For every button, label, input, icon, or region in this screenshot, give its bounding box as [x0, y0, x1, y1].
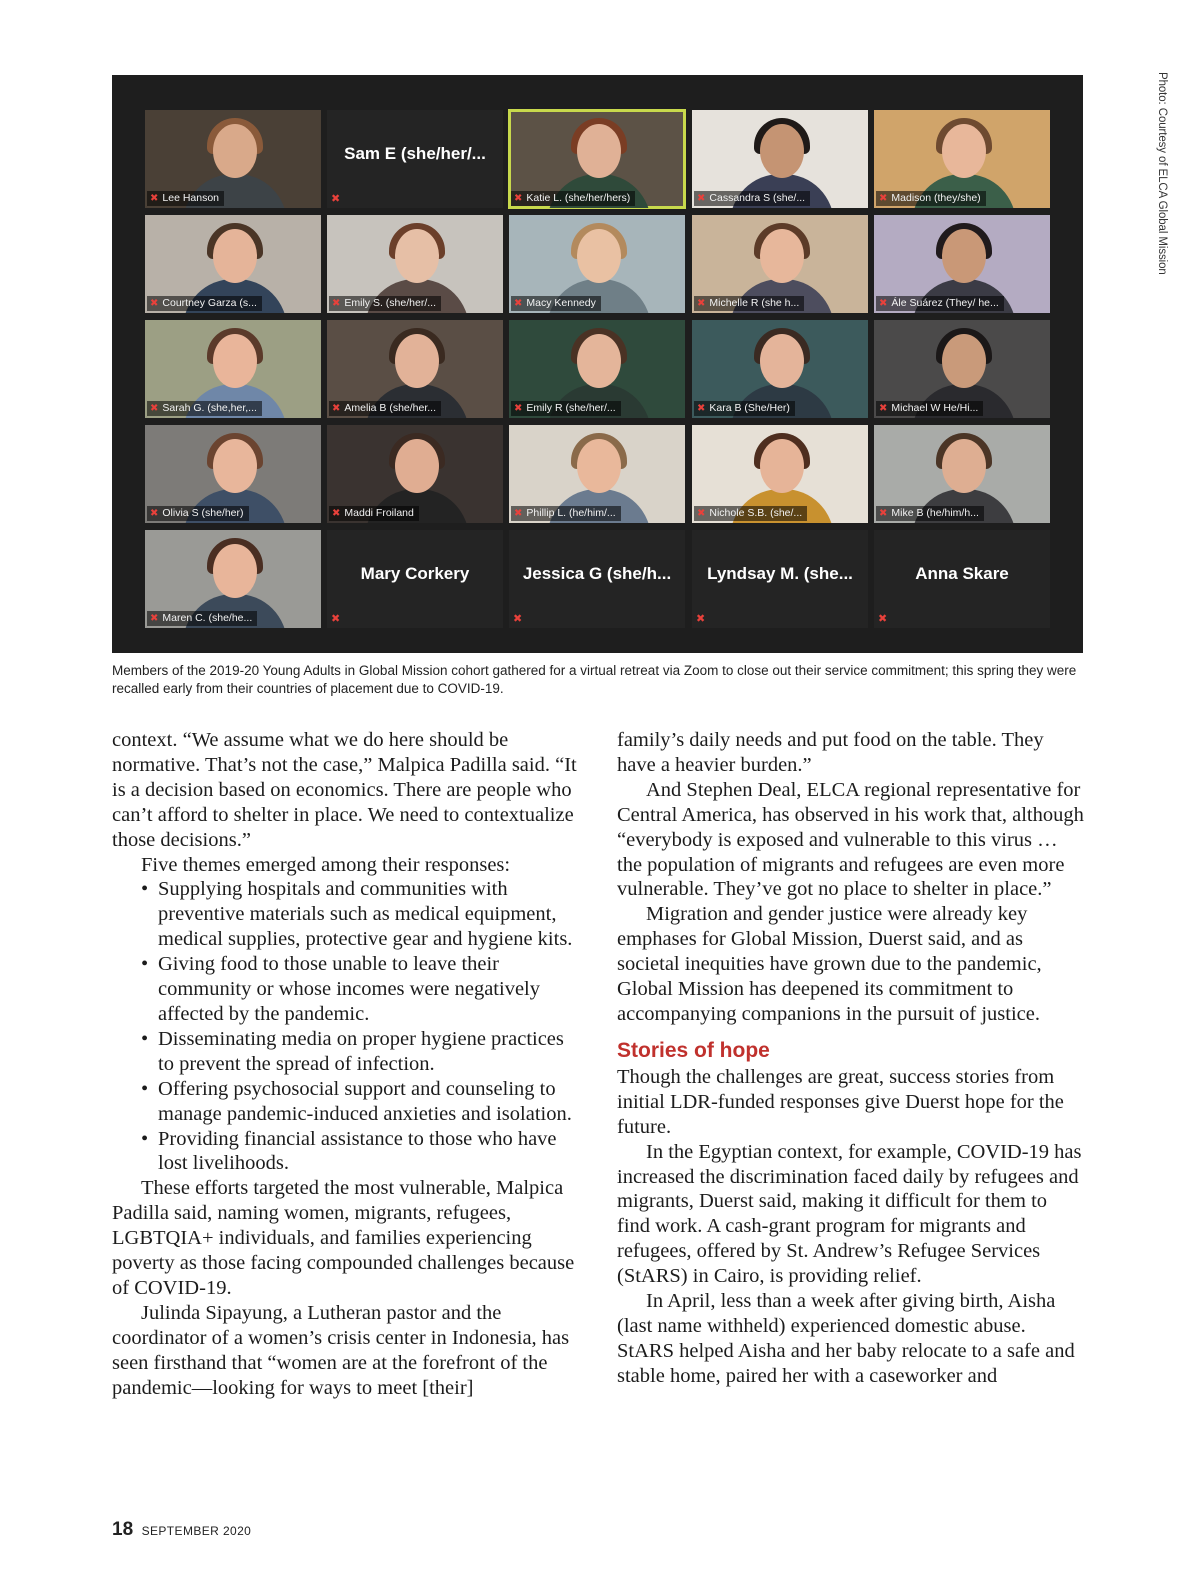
participant-tile [874, 320, 1050, 418]
participant-name-label [876, 506, 984, 521]
participant-name: Emily S. (she/her/... [344, 297, 436, 309]
participant-name-label [511, 191, 635, 206]
participant-tile [509, 425, 685, 523]
participant-name: Ále Suárez (They/ he... [891, 297, 999, 309]
participant-name-label [147, 506, 249, 521]
muted-mic-icon: ✖ [697, 298, 706, 309]
muted-mic-icon: ✖ [332, 298, 341, 309]
participant-tile [327, 215, 503, 313]
article-column-left [112, 728, 582, 1400]
participant-name-label [511, 296, 601, 311]
participant-name: Emily R (she/her/... [526, 402, 616, 414]
participant-tile [145, 110, 321, 208]
participant-face [577, 334, 621, 388]
participant-name: Sarah G. (she,her,... [162, 402, 257, 414]
paragraph: Five themes emerged among their responses: [141, 853, 511, 876]
participant-tile [692, 530, 868, 628]
muted-mic-icon: ✖ [150, 403, 159, 414]
muted-mic-icon: ✖ [879, 403, 888, 414]
participant-tile [327, 530, 503, 628]
muted-mic-icon: ✖ [697, 508, 706, 519]
participant-name: Nichole S.B. (she/... [709, 507, 803, 519]
list-item: • Providing financial assistance to those who have lost livelihoods. [141, 1127, 582, 1177]
participant-name: Mary Corkery [360, 564, 470, 583]
paragraph: And Stephen Deal, ELCA regional representative for Central America, has observed in his work that, although “everybody is exposed and vulnerable to this virus … the population of migrants and refugees are even more vulnerable. They’ve got no place to shelter in place.” [617, 778, 1084, 901]
participant-face [213, 124, 257, 178]
participant-name: Mike B (he/him/h... [891, 507, 979, 519]
participant-name: Maddi Froiland [344, 507, 414, 519]
participant-name: Madison (they/she) [891, 192, 981, 204]
participant-tile [509, 215, 685, 313]
muted-mic-icon: ✖ [879, 298, 888, 309]
participant-name-label [329, 401, 441, 416]
muted-mic-icon: ✖ [150, 193, 159, 204]
participant-face [213, 439, 257, 493]
participant-name-label [511, 401, 621, 416]
muted-mic-icon: ✖ [331, 613, 341, 625]
list-item: • Disseminating media on proper hygiene practices to prevent the spread of infection. [141, 1027, 582, 1077]
participant-name: Lee Hanson [162, 192, 220, 204]
participant-tile [692, 215, 868, 313]
participant-name-label [694, 401, 795, 416]
participant-tile [509, 320, 685, 418]
participant-tile [145, 530, 321, 628]
muted-mic-icon: ✖ [514, 298, 523, 309]
participant-face [213, 334, 257, 388]
issue-date: SEPTEMBER 2020 [141, 1524, 252, 1538]
muted-mic-icon: ✖ [697, 403, 706, 414]
paragraph: context. “We assume what we do here should be normative. That’s not the case,” Malpica Padilla said. “It is a decision based on economics. There are people who can’t afford to shelter in place. We need to contextualize those decisions.” [112, 729, 577, 851]
participant-tile [327, 425, 503, 523]
participant-tile [692, 425, 868, 523]
muted-mic-icon: ✖ [879, 193, 888, 204]
photo-credit: Photo: Courtesy of ELCA Global Mission [1156, 72, 1168, 275]
muted-mic-icon: ✖ [150, 613, 159, 624]
participant-face [213, 229, 257, 283]
participant-face [213, 544, 257, 598]
participant-tile [327, 320, 503, 418]
muted-mic-icon: ✖ [331, 193, 341, 205]
participant-name: Courtney Garza (s... [162, 297, 257, 309]
participant-face [760, 334, 804, 388]
participant-name-label [147, 191, 224, 206]
participant-face [395, 334, 439, 388]
participant-name-label [876, 401, 983, 416]
list-item: • Offering psychosocial support and counseling to manage pandemic-induced anxieties and isolation. [141, 1077, 582, 1127]
zoom-gallery-photo [112, 75, 1083, 653]
participant-tile [874, 530, 1050, 628]
participant-tile [692, 110, 868, 208]
participant-name-label [694, 506, 807, 521]
participant-name: Phillip L. (he/him/... [526, 507, 616, 519]
participant-face [577, 124, 621, 178]
participant-name: Amelia B (she/her... [344, 402, 437, 414]
themes-list [112, 877, 582, 1176]
participant-name: Sam E (she/her/... [344, 144, 486, 163]
participant-name: Michael W He/Hi... [891, 402, 979, 414]
participant-tile [509, 530, 685, 628]
participant-name-label [876, 191, 986, 206]
participant-tile [692, 320, 868, 418]
participant-tile [327, 110, 503, 208]
participant-face [760, 124, 804, 178]
participant-tile [145, 320, 321, 418]
participant-face [760, 229, 804, 283]
participant-name: Maren C. (she/he... [162, 612, 253, 624]
muted-mic-icon: ✖ [150, 508, 159, 519]
participant-name: Michelle R (she h... [709, 297, 800, 309]
participant-name-label [147, 401, 262, 416]
page-number: 18 [112, 1519, 134, 1540]
paragraph: In the Egyptian context, for example, COVID-19 has increased the discrimination faced daily by refugees and migrants, Duerst said, making it difficult for them to find work. A cash-grant program for migrants and refugees, offered by St. Andrew’s Refugee Services (StARS) in Cairo, is providing relief. [617, 1140, 1082, 1288]
participant-face [942, 229, 986, 283]
participant-tile [145, 215, 321, 313]
muted-mic-icon: ✖ [697, 193, 706, 204]
paragraph: In April, less than a week after giving birth, Aisha (last name withheld) experienced domestic abuse. StARS helped Aisha and her baby relocate to a safe and stable home, paired her with a caseworker and [617, 1290, 1075, 1387]
participant-face [942, 439, 986, 493]
participant-face [395, 229, 439, 283]
participant-face [942, 124, 986, 178]
participant-face [760, 439, 804, 493]
participant-name: Macy Kennedy [526, 297, 596, 309]
participant-name: Cassandra S (she/... [709, 192, 806, 204]
participant-name-label [329, 506, 419, 521]
paragraph: Migration and gender justice were already key emphases for Global Mission, Duerst said, and as societal inequities have grown due to the pandemic, Global Mission has deepened its commitment to accompanying companions in the pursuit of justice. [617, 903, 1042, 1025]
participant-name: Katie L. (she/her/hers) [526, 192, 631, 204]
participant-name: Olivia S (she/her) [162, 507, 244, 519]
participant-tile [874, 110, 1050, 208]
muted-mic-icon: ✖ [513, 613, 523, 625]
muted-mic-icon: ✖ [514, 508, 523, 519]
muted-mic-icon: ✖ [332, 508, 341, 519]
participant-name-label [147, 296, 262, 311]
muted-mic-icon: ✖ [150, 298, 159, 309]
participant-name: Jessica G (she/h... [522, 564, 672, 583]
participant-tile [874, 425, 1050, 523]
participant-name-label [694, 191, 810, 206]
participant-face [577, 439, 621, 493]
participant-name: Lyndsay M. (she... [707, 564, 853, 583]
participant-name-label [147, 611, 257, 626]
muted-mic-icon: ✖ [696, 613, 706, 625]
article-column-right [617, 728, 1085, 1389]
muted-mic-icon: ✖ [514, 193, 523, 204]
paragraph: Though the challenges are great, success stories from initial LDR-funded responses give Duerst hope for the future. [617, 1065, 1064, 1138]
participant-tile [145, 425, 321, 523]
participant-tile [509, 110, 685, 208]
participant-name: Anna Skare [915, 564, 1009, 583]
list-item: • Giving food to those unable to leave their community or whose incomes were negatively affected by the pandemic. [141, 952, 582, 1027]
participant-name-label [876, 296, 1004, 311]
participant-face [395, 439, 439, 493]
participant-face [942, 334, 986, 388]
section-subhead: Stories of hope [617, 1038, 770, 1062]
paragraph: family’s daily needs and put food on the table. They have a heavier burden.” [617, 729, 1044, 776]
participant-name-label [329, 296, 441, 311]
participant-tile [874, 215, 1050, 313]
photo-caption: Members of the 2019-20 Young Adults in Global Mission cohort gathered for a virtual retreat via Zoom to close out their service commitment; this spring they were recalled early from their countries of placement due to COVID-19. [112, 663, 1077, 696]
muted-mic-icon: ✖ [878, 613, 888, 625]
participant-face [577, 229, 621, 283]
muted-mic-icon: ✖ [879, 508, 888, 519]
muted-mic-icon: ✖ [514, 403, 523, 414]
paragraph: These efforts targeted the most vulnerable, Malpica Padilla said, naming women, migrants, refugees, LGBTQIA+ individuals, and families experiencing poverty as those facing compounded challenges because of COVID-19. [112, 1177, 575, 1299]
participant-name: Kara B (She/Her) [709, 402, 790, 414]
list-item: • Supplying hospitals and communities with preventive materials such as medical equipment, medical supplies, protective gear and hygiene kits. [141, 877, 582, 952]
paragraph: Julinda Sipayung, a Lutheran pastor and the coordinator of a women’s crisis center in Indonesia, has seen firsthand that “women are at the forefront of the pandemic—looking for ways to meet [their] [112, 1301, 570, 1399]
page-footer [112, 1519, 251, 1541]
participant-name-label [694, 296, 804, 311]
participant-name-label [511, 506, 621, 521]
muted-mic-icon: ✖ [332, 403, 341, 414]
